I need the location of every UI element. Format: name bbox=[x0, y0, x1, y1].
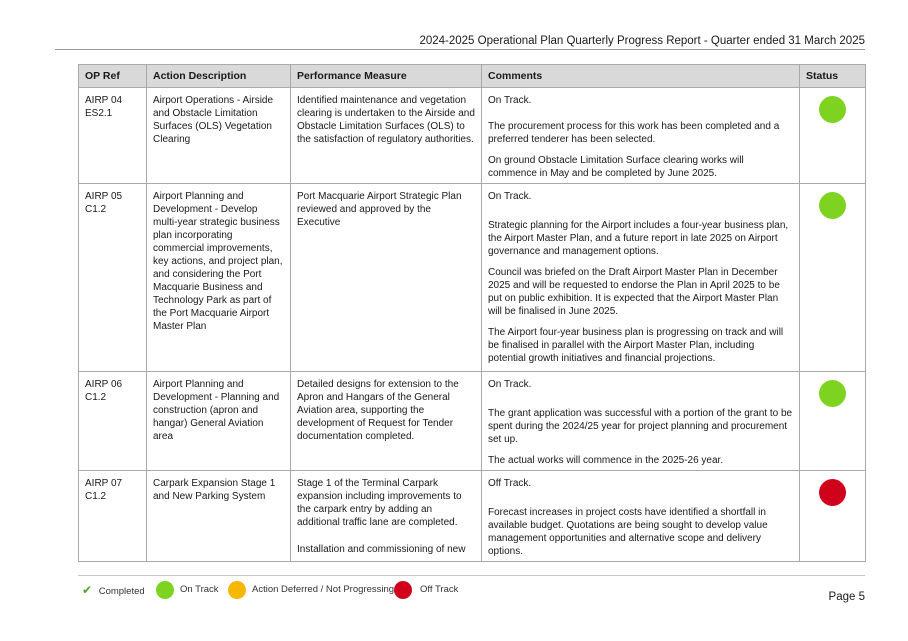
measure-text: Stage 1 of the Terminal Carpark expansion including improvements to the carpark entry by adding an additional traffic lane are completed. bbox=[297, 478, 462, 528]
report-title: 2024-2025 Operational Plan Quarterly Progress Report - Quarter ended 31 March 2025 bbox=[419, 35, 865, 47]
measure-cell bbox=[291, 471, 482, 562]
measure-cell bbox=[291, 184, 482, 372]
column-header-op-ref: OP Ref bbox=[79, 65, 147, 88]
op-ref-cell bbox=[79, 184, 147, 372]
measure-text: Installation and commissioning of new bbox=[297, 544, 466, 555]
comments-cell bbox=[482, 471, 800, 562]
op-ref-cell bbox=[79, 372, 147, 471]
comment-status: On Track. bbox=[488, 379, 532, 390]
measure-text: Detailed designs for extension to the Apron and Hangars of the General Aviation area, supporting the development of Request for Tender documentation completed. bbox=[297, 379, 459, 442]
off-track-circle-icon bbox=[394, 581, 412, 599]
op-ref-objective: C1.2 bbox=[85, 491, 107, 502]
legend-label: Completed bbox=[98, 586, 145, 597]
column-header-status: Status bbox=[800, 65, 866, 88]
status-cell bbox=[800, 184, 866, 372]
deferred-circle-icon bbox=[228, 581, 246, 599]
op-ref-objective: C1.2 bbox=[85, 204, 107, 215]
table-row bbox=[79, 88, 866, 184]
table-row bbox=[79, 471, 866, 562]
measure-cell bbox=[291, 88, 482, 184]
op-ref-code: AIRP 04 bbox=[85, 95, 123, 106]
legend-item-deferred bbox=[228, 581, 394, 599]
action-cell: Airport Planning and Development - Develop multi-year strategic business plan incorporating commercial improvements, key actions, and project plan, and considering the Port Macquarie Business and Technology Park as part of the Port Macquarie Airport Master Plan bbox=[147, 184, 291, 372]
measure-text: Port Macquarie Airport Strategic Plan reviewed and approved by the Executive bbox=[297, 191, 462, 228]
comment-text: The actual works will commence in the 2025-26 year. bbox=[488, 455, 724, 466]
op-ref-objective: C1.2 bbox=[85, 392, 107, 403]
op-ref-code: AIRP 05 bbox=[85, 191, 123, 202]
legend-label: On Track bbox=[180, 584, 219, 595]
comment-text: On ground Obstacle Limitation Surface clearing works will commence in May and be completed by June 2025. bbox=[488, 155, 744, 179]
on-track-circle-icon bbox=[156, 581, 174, 599]
check-icon: ✔ bbox=[82, 583, 93, 597]
op-ref-code: AIRP 07 bbox=[85, 478, 123, 489]
status-cell bbox=[800, 471, 866, 562]
op-ref-cell bbox=[79, 471, 147, 562]
column-header-action: Action Description bbox=[147, 65, 291, 88]
comment-status: On Track. bbox=[488, 95, 532, 106]
legend-label: Action Deferred / Not Progressing bbox=[252, 584, 395, 595]
column-header-measure: Performance Measure bbox=[291, 65, 482, 88]
comments-cell bbox=[482, 372, 800, 471]
comment-text: The Airport four-year business plan is progressing on track and will be finalised in parallel with the Airport Master Plan, including potential growth initiatives and financial projections. bbox=[488, 327, 784, 364]
legend-item-off-track bbox=[394, 581, 458, 599]
table-row bbox=[79, 372, 866, 471]
status-off-track-icon bbox=[819, 479, 846, 506]
status-cell bbox=[800, 372, 866, 471]
comment-text: The procurement process for this work has been completed and a preferred tenderer has been selected. bbox=[488, 121, 780, 145]
comments-cell bbox=[482, 88, 800, 184]
report-header bbox=[55, 34, 865, 50]
legend-label: Off Track bbox=[420, 584, 459, 595]
op-ref-code: AIRP 06 bbox=[85, 379, 123, 390]
op-ref-objective: ES2.1 bbox=[85, 108, 113, 119]
page-number: Page 5 bbox=[828, 591, 865, 603]
comment-status: On Track. bbox=[488, 191, 532, 202]
action-cell: Carpark Expansion Stage 1 and New Parking System bbox=[147, 471, 291, 562]
comment-text: Council was briefed on the Draft Airport Master Plan in December 2025 and will be requested to endorse the Plan in April 2025 to be put on public exhibition. It is expected that the Airport Master Plan will be finalised in June 2025. bbox=[488, 267, 780, 317]
status-legend bbox=[78, 575, 865, 606]
measure-cell bbox=[291, 372, 482, 471]
status-cell bbox=[800, 88, 866, 184]
status-on-track-icon bbox=[819, 192, 846, 219]
comment-text: Forecast increases in project costs have identified a shortfall in available budget. Quotations are being sought to develop value management opportunities and alternative scope and delivery options. bbox=[488, 507, 768, 557]
comment-text: The grant application was successful with a portion of the grant to be spent during the 2024/25 year for project planning and procurement set up. bbox=[488, 408, 793, 445]
table-row bbox=[79, 184, 866, 372]
legend-item-completed bbox=[82, 581, 145, 601]
status-on-track-icon bbox=[819, 380, 846, 407]
op-ref-cell bbox=[79, 88, 147, 184]
status-on-track-icon bbox=[819, 96, 846, 123]
measure-text: Identified maintenance and vegetation clearing is undertaken to the Airside and Obstacle Limitation Surfaces (OLS) to the satisfaction of regulatory authorities. bbox=[297, 95, 475, 145]
legend-item-on-track bbox=[156, 581, 219, 599]
action-cell: Airport Planning and Development - Planning and construction (apron and hangar) General Aviation area bbox=[147, 372, 291, 471]
progress-table bbox=[78, 64, 866, 562]
comments-cell bbox=[482, 184, 800, 372]
action-cell: Airport Operations - Airside and Obstacle Limitation Surfaces (OLS) Vegetation Clearing bbox=[147, 88, 291, 184]
column-header-comments: Comments bbox=[482, 65, 800, 88]
comment-text: Strategic planning for the Airport includes a four-year business plan, the Airport Master Plan, and a future report in late 2025 on Airport governance and management options. bbox=[488, 220, 789, 257]
table-header-row bbox=[79, 65, 866, 88]
comment-status: Off Track. bbox=[488, 478, 532, 489]
